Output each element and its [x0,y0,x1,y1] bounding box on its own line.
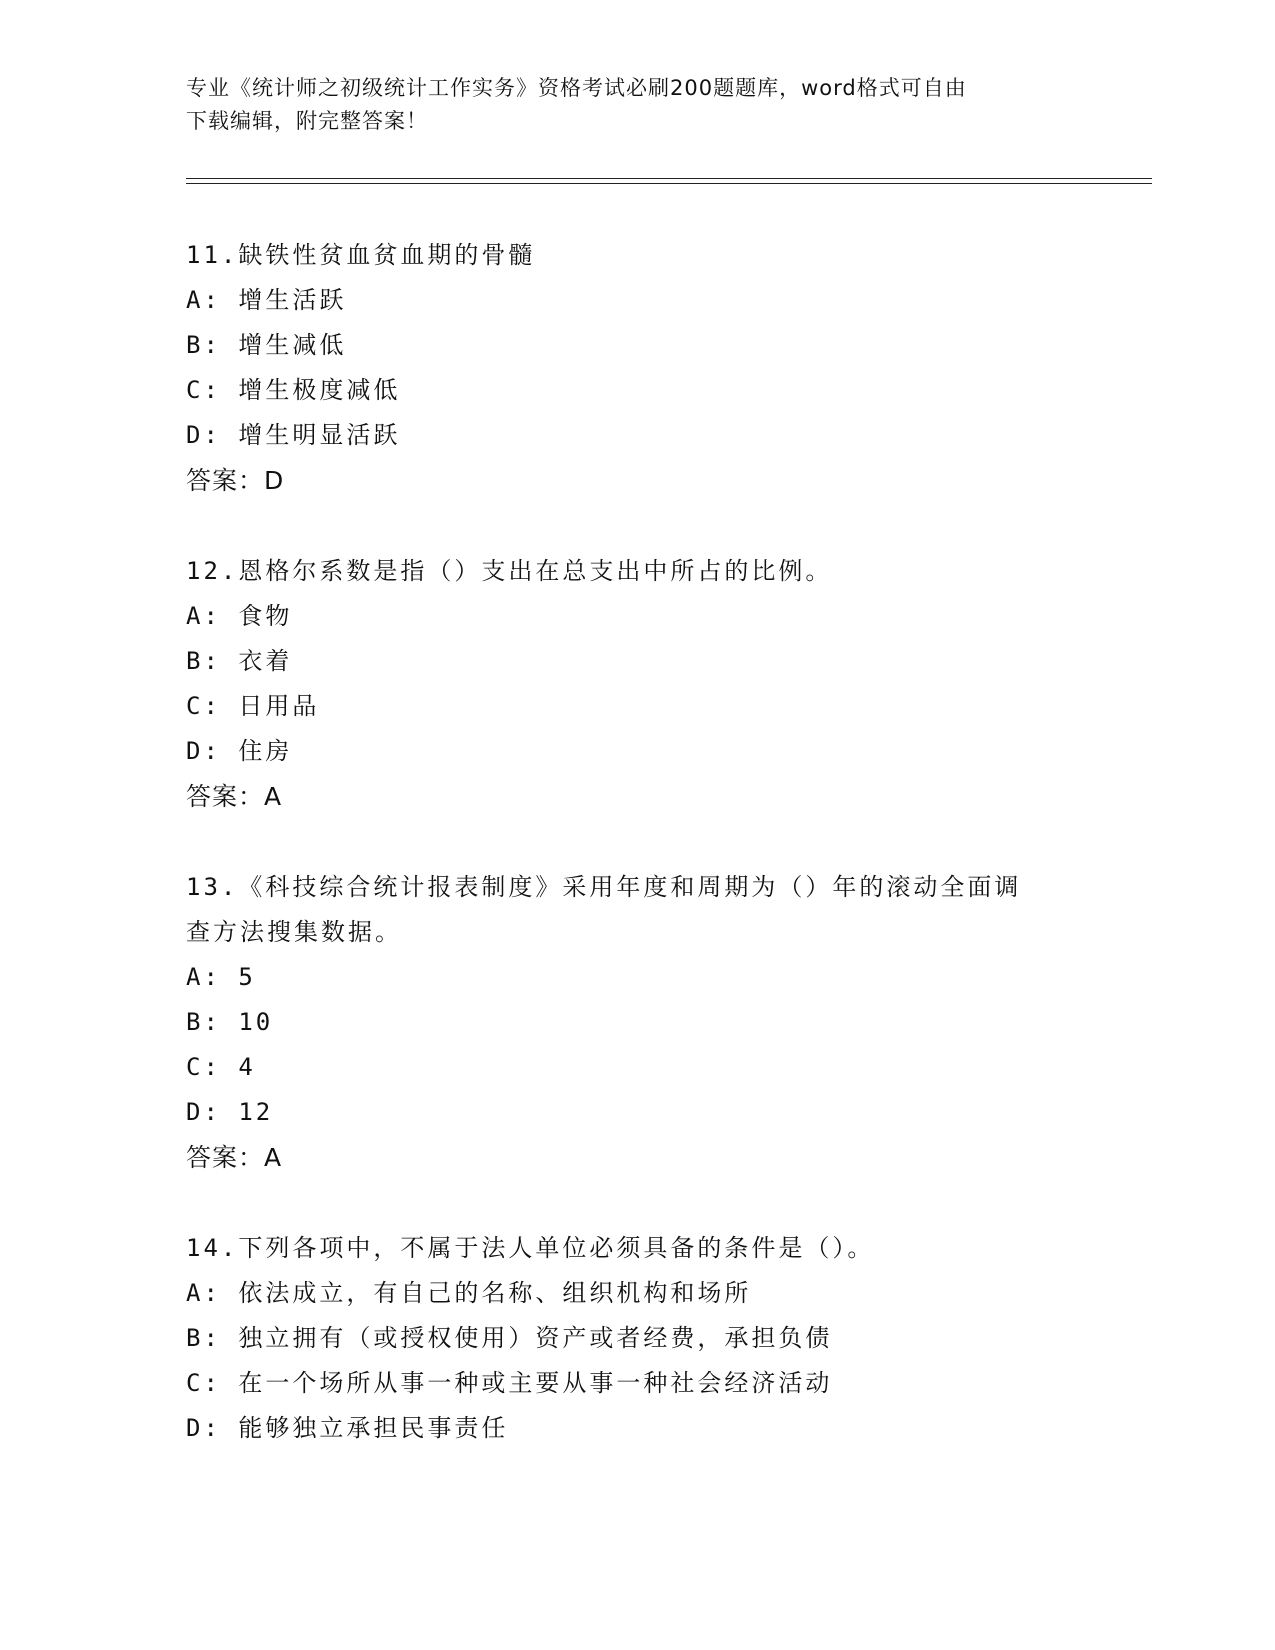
option-c: C: 日用品 [186,692,320,720]
option-d: D: 增生明显活跃 [186,421,401,449]
header-divider-top [186,178,1152,179]
header-line-1: 专业《统计师之初级统计工作实务》资格考试必刷200题题库，word格式可自由 [186,76,967,100]
option-b: B: 增生减低 [186,331,347,359]
question-11 [186,233,1086,503]
option-b: B: 独立拥有（或授权使用）资产或者经费，承担负债 [186,1324,833,1352]
option-d: D: 12 [186,1098,274,1126]
option-a: A: 增生活跃 [186,286,347,314]
document-header [186,72,1066,138]
answer-label: 答案：A [186,782,283,811]
question-stem-line: 12.恩格尔系数是指（）支出在总支出中所占的比例。 [186,557,833,585]
question-stem [186,549,1086,594]
question-stem [186,233,1086,278]
question-stem-line: 14.下列各项中，不属于法人单位必须具备的条件是（）。 [186,1234,875,1262]
question-13 [186,865,1086,1180]
option-d: D: 能够独立承担民事责任 [186,1414,509,1442]
question-list [186,233,1086,1497]
answer-label: 答案：A [186,1143,283,1172]
option-c: C: 在一个场所从事一种或主要从事一种社会经济活动 [186,1369,833,1397]
option-d: D: 住房 [186,737,293,765]
option-b: B: 衣着 [186,647,293,675]
option-c: C: 4 [186,1053,256,1081]
question-14 [186,1226,1086,1451]
option-a: A: 食物 [186,602,293,630]
question-12 [186,549,1086,819]
answer-label: 答案：D [186,466,285,495]
header-divider-bottom [186,183,1152,184]
question-stem [186,1226,1086,1271]
option-b: B: 10 [186,1008,274,1036]
option-a: A: 依法成立，有自己的名称、组织机构和场所 [186,1279,752,1307]
question-stem-line: 13.《科技综合统计报表制度》采用年度和周期为（）年的滚动全面调 [186,873,1022,901]
question-stem-line: 查方法搜集数据。 [186,918,402,946]
question-stem [186,865,1086,955]
question-stem-line: 11.缺铁性贫血贫血期的骨髓 [186,241,536,269]
option-a: A: 5 [186,963,256,991]
header-line-2: 下载编辑，附完整答案！ [186,109,428,133]
option-c: C: 增生极度减低 [186,376,401,404]
